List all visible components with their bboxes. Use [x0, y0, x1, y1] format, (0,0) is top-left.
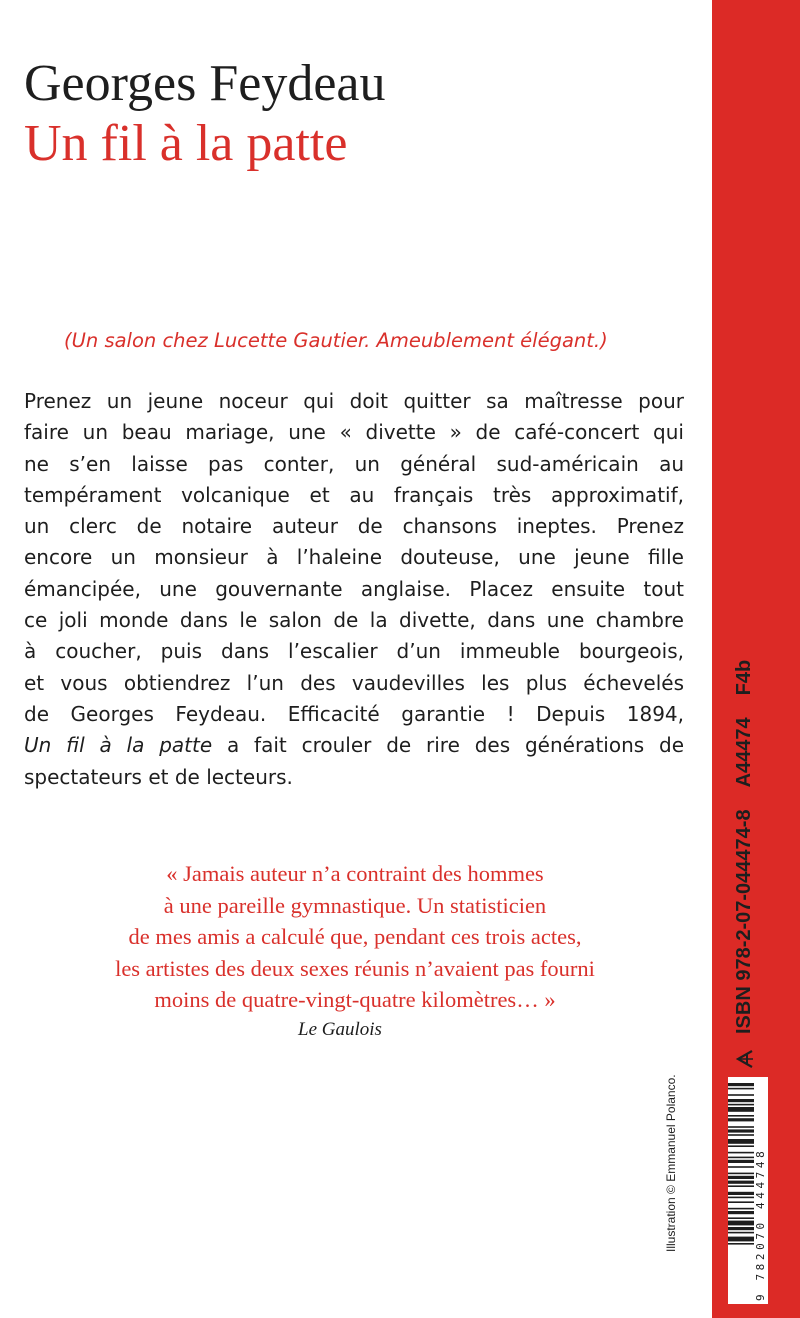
barcode-bar: [728, 1217, 754, 1219]
barcode-bar: [728, 1237, 754, 1242]
barcode: [728, 1077, 768, 1304]
price-code: F4b: [733, 659, 755, 696]
summary-line: [24, 730, 684, 761]
illustration-credit: Illustration © Emmanuel Polanco.: [664, 1074, 678, 1252]
barcode-bar: [728, 1104, 754, 1106]
summary-line: Prenez un jeune noceur qui doit quitter sa maîtresse pour: [24, 389, 684, 413]
summary-line: un clerc de notaire auteur de chansons ineptes. Prenez: [24, 514, 684, 539]
barcode-bar: [728, 1243, 754, 1245]
barcode-bar: [728, 1139, 754, 1144]
summary-line: spectateurs et de lecteurs.: [24, 764, 293, 789]
summary-line: ce joli monde dans le salon de la divette, dans une chambre: [24, 608, 684, 633]
barcode-bar: [728, 1126, 754, 1128]
quote-line: à une pareille gymnastique. Un statisticien: [163, 892, 547, 918]
barcode-bar: [728, 1197, 754, 1199]
quote-source: Le Gaulois: [298, 1019, 382, 1040]
barcode-bars: [728, 1077, 768, 1304]
barcode-bar: [728, 1211, 754, 1214]
isbn-number: ISBN 978-2-07-044474-8: [733, 809, 755, 1034]
quote-line: moins de quatre-vingt-quatre kilomètres… »: [154, 987, 556, 1012]
barcode-bar: [728, 1173, 754, 1175]
summary-line: faire un beau mariage, une « divette » de café-concert qui: [24, 420, 684, 445]
barcode-bar: [728, 1192, 754, 1195]
barcode-bar: [728, 1088, 754, 1090]
summary-line-rest: a fait crouler de rire des générations de: [212, 733, 685, 758]
barcode-bar: [728, 1181, 754, 1184]
summary-line: et vous obtiendrez l’un des vaudevilles les plus échevelés: [24, 670, 684, 695]
barcode-bar: [728, 1145, 754, 1147]
summary-italic-title: Un fil à la patte: [24, 733, 213, 758]
barcode-bar: [728, 1129, 754, 1132]
barcode-bar: [728, 1134, 754, 1136]
quote-line: les artistes des deux sexes réunis n’avaient pas fourni: [115, 955, 595, 981]
book-title: Un fil à la patte: [24, 115, 348, 172]
summary-line: de Georges Feydeau. Efficacité garantie ! Depuis 1894,: [24, 701, 684, 726]
summary-line: émancipée, une gouvernante anglaise. Placez ensuite tout: [24, 576, 684, 601]
product-code: A44474: [733, 717, 755, 788]
barcode-bar: [728, 1166, 754, 1168]
summary-line: tempérament volcanique et au français très approximatif,: [24, 482, 684, 507]
barcode-bar: [728, 1157, 754, 1159]
barcode-bar: [728, 1152, 754, 1154]
quote-line: de mes amis a calculé que, pendant ces trois actes,: [128, 924, 582, 949]
barcode-bar: [728, 1221, 754, 1226]
barcode-bar: [728, 1232, 754, 1234]
summary-text: [24, 386, 684, 793]
barcode-bar: [728, 1160, 754, 1163]
barcode-bar: [728, 1201, 754, 1203]
quote-line: « Jamais auteur n’a contraint des hommes: [166, 861, 544, 886]
barcode-bar: [728, 1099, 754, 1102]
summary-line: encore un monsieur à l’haleine douteuse, une jeune fille: [24, 545, 684, 570]
stage-direction: (Un salon chez Lucette Gautier. Ameublement élégant.): [64, 329, 608, 352]
barcode-bar: [728, 1083, 754, 1086]
spine-codes: [733, 660, 756, 1070]
barcode-bar: [728, 1208, 754, 1210]
barcode-bar: [728, 1115, 754, 1117]
summary-line: à coucher, puis dans l’escalier d’un immeuble bourgeois,: [24, 639, 684, 664]
barcode-bar: [728, 1118, 754, 1121]
barcode-bar: [728, 1185, 754, 1187]
summary-line: ne s’en laisse pas conter, un général sud-américain au: [24, 451, 684, 476]
barcode-bar: [728, 1107, 754, 1112]
press-quote: [20, 858, 690, 1016]
barcode-bar: [728, 1227, 754, 1230]
barcode-digits-text: 9 782070 444748: [754, 1147, 767, 1301]
barcode-bar: [728, 1176, 754, 1179]
barcode-bar: [728, 1094, 754, 1096]
author-name: Georges Feydeau: [24, 55, 386, 112]
publisher-logo-icon: [734, 1048, 756, 1070]
